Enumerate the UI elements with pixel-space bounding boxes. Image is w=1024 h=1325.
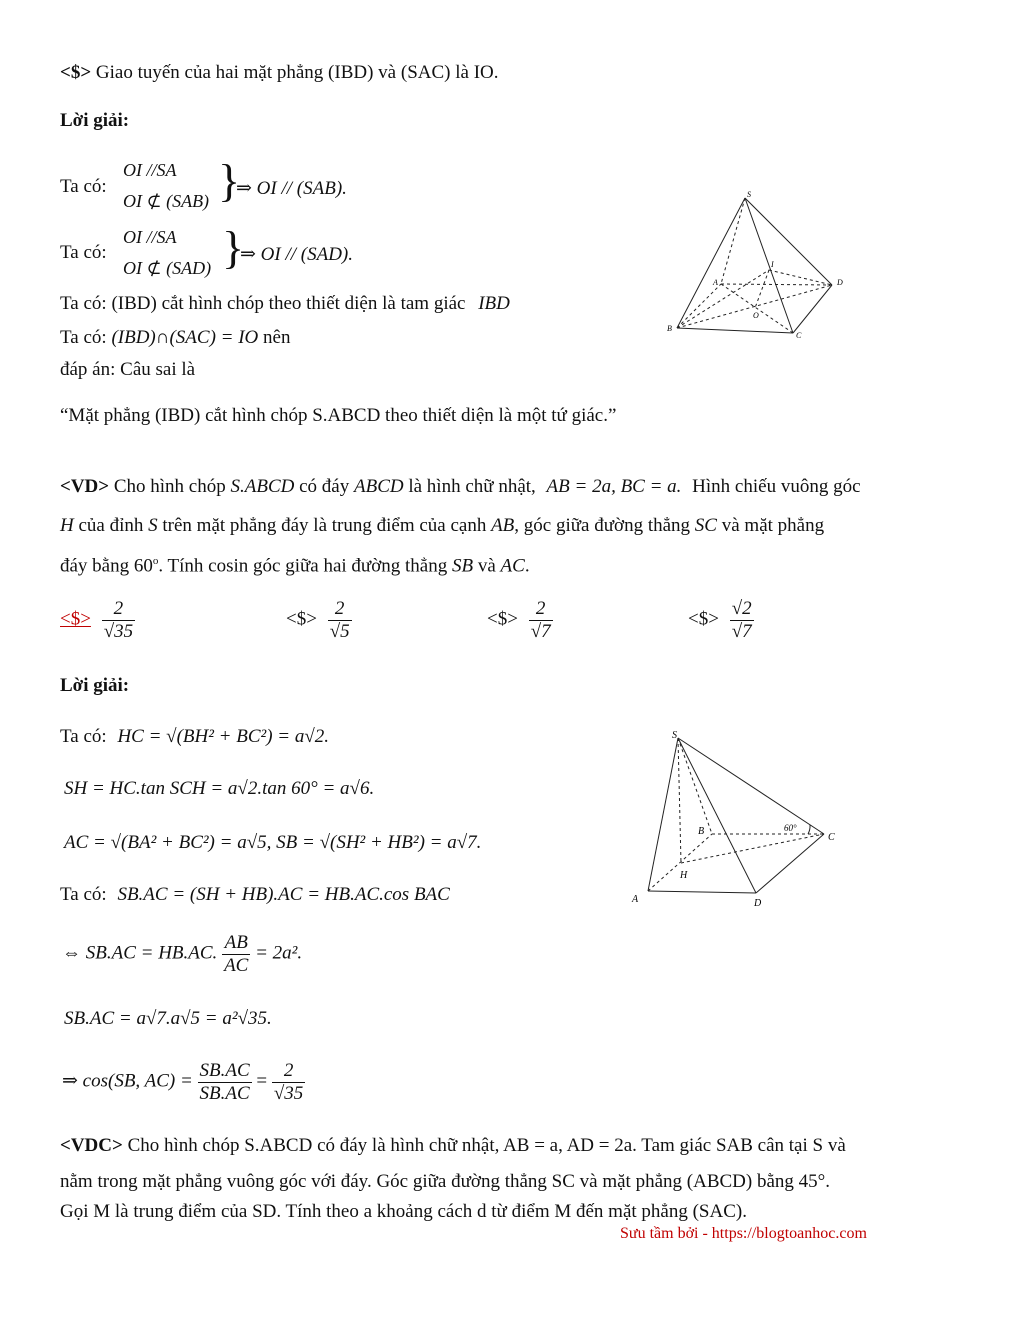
vdc-text: Cho hình chóp S.ABCD có đáy là hình chữ nhật, AB = a, AD = 2a. Tam giác SAB cân tại S và	[127, 1135, 846, 1156]
option-num: 2	[113, 598, 124, 619]
ta-co-label: Ta có:	[60, 726, 107, 747]
fig1-label-a: A	[713, 278, 718, 287]
vd-line-2	[60, 515, 824, 537]
fig1-label-s: S	[747, 190, 751, 199]
ta-co-label: Ta có:	[60, 176, 107, 197]
vd-text: Hình chiếu vuông góc	[692, 476, 861, 497]
fig2-label-c: C	[828, 832, 835, 843]
vd-text: H	[60, 515, 74, 536]
solution-title: Lời giải:	[60, 110, 130, 131]
option-tag: <$>	[487, 608, 518, 630]
fig2-label-b: B	[698, 826, 705, 837]
option-a[interactable]	[60, 598, 135, 643]
brace-b: }	[222, 222, 245, 273]
option-d[interactable]	[688, 598, 754, 643]
brace-a: }	[218, 155, 241, 206]
vdc-line-2: nằm trong mặt phẳng vuông góc với đáy. Góc giữa đường thẳng SC và mặt phẳng (ABCD) bằng 45°.	[60, 1171, 830, 1192]
option-c[interactable]	[487, 598, 553, 643]
solution-step-6: SB.AC = a√7.a√5 = a²√35.	[64, 1008, 272, 1029]
system-a-result: ⇒ OI // (SAB).	[236, 178, 347, 199]
frac-num: AB	[224, 932, 248, 953]
vd-text: AB	[491, 515, 515, 536]
vd-text: SB	[451, 555, 474, 577]
step-math: SB.AC = (SH + HB).AC = HB.AC.cos BAC	[117, 884, 450, 905]
fig2-label-h: H	[680, 870, 688, 881]
footer-credit: Sưu tầm bởi - https://blogtoanhoc.com	[620, 1225, 867, 1242]
answer-line: đáp án: Câu sai là	[60, 359, 196, 380]
ta-co-label: Ta có:	[60, 242, 107, 263]
fig2-label-angle: 60°	[784, 823, 797, 833]
vd-text: trên mặt phẳng đáy là trung điểm của cạnh	[162, 515, 487, 536]
io-math: (IBD)∩(SAC) = IO	[111, 327, 259, 348]
vd-math: AB = 2a, BC = a.	[546, 476, 682, 497]
statement-tag: <$>	[60, 62, 92, 83]
vd-text: Cho hình chóp	[113, 476, 226, 497]
option-den: √35	[103, 620, 134, 642]
vd-text: và mặt phẳng	[721, 515, 825, 536]
vd-text: S	[148, 515, 158, 536]
option-den: √7	[731, 620, 752, 642]
ta-co-label: Ta có:	[60, 884, 107, 905]
fig1-label-o: O	[753, 311, 759, 320]
step-math: = 2a².	[255, 942, 303, 964]
statement-line	[60, 62, 499, 84]
answer-quote: “Mặt phẳng (IBD) cắt hình chóp S.ABCD theo thiết diện là một tứ giác.”	[60, 405, 617, 426]
ibd-line	[60, 293, 510, 315]
pyramid-figure-2	[628, 728, 848, 910]
vd-text: đáy bằng 60	[60, 555, 153, 577]
fig2-label-a: A	[632, 894, 639, 905]
fig1-label-b: B	[667, 324, 672, 333]
fig1-label-i: I	[771, 260, 774, 269]
statement-text: Giao tuyến của hai mặt phẳng (IBD) và (SAC) là IO.	[95, 62, 499, 83]
frac-num: SB.AC	[199, 1060, 250, 1081]
option-b[interactable]	[286, 598, 352, 643]
system-a-line1: OI //SA	[123, 160, 177, 180]
vd-line-1	[60, 476, 861, 498]
frac-den: SB.AC	[199, 1082, 250, 1104]
vd-text: .	[524, 555, 530, 577]
frac-num: 2	[283, 1060, 294, 1081]
option-tag: <$>	[286, 608, 317, 630]
ibd-text: (IBD) cắt hình chóp theo thiết diện là tam giác	[111, 293, 466, 314]
step-math: ⇒ cos(SB, AC) =	[62, 1070, 193, 1092]
vd-text: . Tính cosin góc giữa hai đường thẳng	[158, 555, 448, 577]
vd-text: ABCD	[353, 476, 404, 497]
solution-step-7: ⇒ cos(SB, AC) = $\frac{SB.AC}{SB.AC}$ = $\frac{2}{√35}$	[62, 1060, 304, 1104]
system-b-line1: OI //SA	[123, 227, 177, 247]
vd-text: S.ABCD	[230, 476, 295, 497]
option-tag: <$>	[688, 608, 719, 630]
vd-tag: <VD>	[60, 476, 110, 497]
vdc-line-3: Gọi M là trung điểm của SD. Tính theo a khoảng cách d từ điểm M đến mặt phẳng (SAC).	[60, 1201, 747, 1222]
solution-title: Lời giải:	[60, 675, 130, 696]
solution-step-4	[60, 884, 450, 906]
option-den: √7	[530, 620, 551, 642]
frac-den: AC	[224, 954, 249, 976]
solution-step-2: SH = HC.tan SCH = a√2.tan 60° = a√6.	[64, 778, 375, 799]
pyramid-figure-1	[665, 188, 865, 340]
vd-line-3	[60, 555, 530, 577]
system-b-result: ⇒ OI // (SAD).	[240, 244, 354, 265]
frac-den: √35	[273, 1082, 304, 1104]
step-math: ⇔ SB.AC = HB.AC.	[62, 942, 218, 964]
io-line	[60, 327, 290, 349]
vd-text: của đỉnh	[78, 515, 144, 536]
solution-step-5	[62, 932, 302, 977]
vd-text: là hình chữ nhật,	[408, 476, 536, 497]
vd-text: , góc giữa đường thẳng	[514, 515, 691, 536]
option-num: 2	[535, 598, 546, 619]
fig2-label-s: S	[672, 730, 677, 741]
io-tail: nên	[263, 327, 291, 348]
option-tag: <$>	[60, 608, 91, 630]
vdc-line-1	[60, 1135, 846, 1157]
degree-sign: o	[152, 555, 159, 567]
option-den: √5	[329, 620, 350, 642]
system-a-line2: OI ⊄ (SAB)	[123, 191, 210, 211]
fig2-label-d: D	[754, 898, 762, 909]
ta-co-label: Ta có:	[60, 327, 107, 348]
vd-text: và	[477, 555, 496, 577]
fig1-label-c: C	[796, 331, 802, 340]
solution-step-3: AC = √(BA² + BC²) = a√5, SB = √(SH² + HB²) = a√7.	[64, 832, 482, 853]
vd-text: AC	[500, 555, 525, 577]
step-math: HC = √(BH² + BC²) = a√2.	[117, 726, 330, 747]
option-num: √2	[731, 598, 752, 619]
system-b-line2: OI ⊄ (SAD)	[123, 258, 212, 278]
option-num: 2	[334, 598, 345, 619]
vd-text: có đáy	[299, 476, 350, 497]
solution-step-1	[60, 726, 329, 748]
vd-text: SC	[694, 515, 717, 536]
vdc-tag: <VDC>	[60, 1135, 123, 1156]
fig1-label-d: D	[837, 278, 843, 287]
ta-co-label: Ta có:	[60, 293, 107, 314]
ibd-name: IBD	[478, 293, 510, 314]
